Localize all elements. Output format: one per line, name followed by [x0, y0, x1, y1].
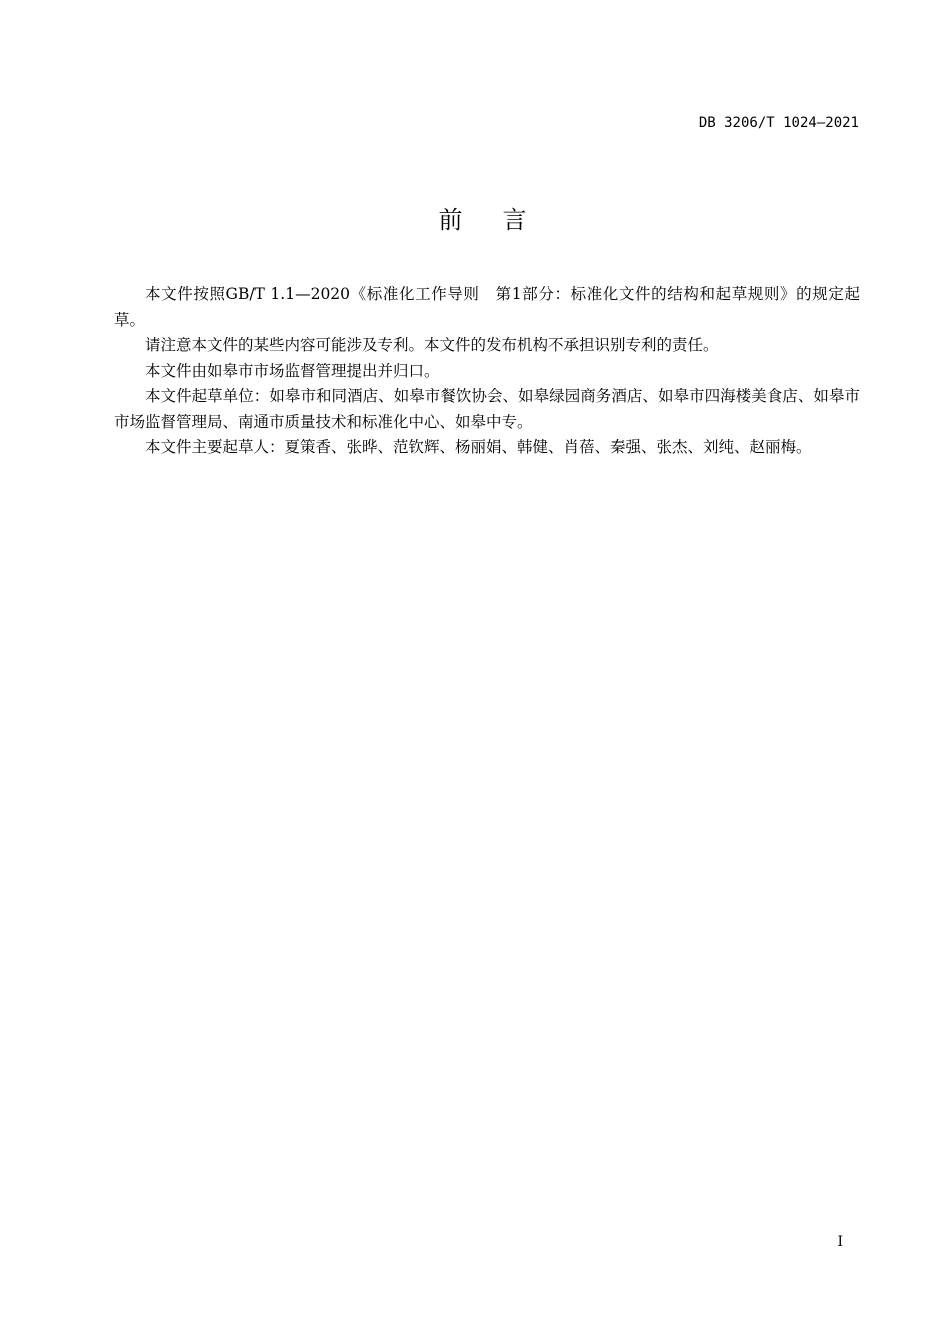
- paragraph-drafting-rules: 本文件按照GB/T 1.1—2020《标准化工作导则 第1部分：标准化文件的结构和起草规则》的规定起草。: [114, 285, 860, 329]
- paragraph-patent-notice: 请注意本文件的某些内容可能涉及专利。本文件的发布机构不承担识别专利的责任。: [145, 336, 719, 354]
- document-code: DB 3206/T 1024—2021: [698, 115, 859, 131]
- paragraph-proposer: 本文件由如皋市市场监督管理提出并归口。: [145, 361, 440, 380]
- page-number: I: [837, 1234, 843, 1250]
- paragraph-drafters: 本文件主要起草人：夏策香、张晔、范钦辉、杨丽娟、韩健、肖蓓、秦强、张杰、刘纯、赵丽梅。: [145, 438, 812, 456]
- paragraph-drafting-units: 本文件起草单位：如皋市和同酒店、如皋市餐饮协会、如皋绿园商务酒店、如皋市四海楼美食店、如皋市市场监督管理局、南通市质量技术和标准化中心、如皋中专。: [114, 387, 860, 431]
- page-title: 前言: [438, 206, 567, 234]
- foreword-body: [114, 282, 860, 461]
